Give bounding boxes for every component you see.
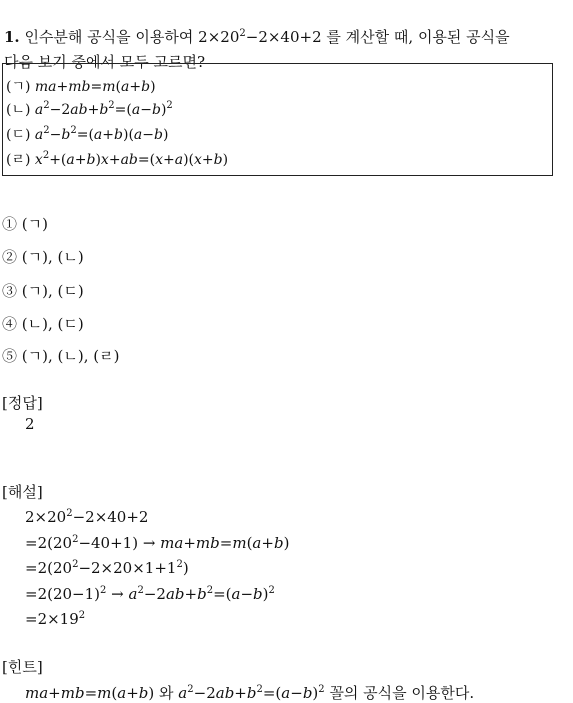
explanation-title: [해설] [2,483,43,501]
hint-suffix: 꼴의 공식을 이용한다. [329,684,475,702]
formula: ma [34,79,57,95]
question-text-2: 를 계산할 때, 이용된 공식을 [326,28,510,46]
box-item-label: (ㄷ) [6,127,31,143]
question-text-1: 인수분해 공식을 이용하여 [24,28,194,46]
option-2[interactable] [2,246,84,267]
hint-text: ma+mb=m(a+b) 와 $a^2-2ab+b^2=(a-b)^2$ 꼴의 공식을 이용한다. [25,684,475,702]
option-number: ② [2,248,18,266]
option-text: (ㄴ), (ㄷ) [21,315,84,333]
option-number: ① [2,215,18,233]
explanation-step-1: $2\times 20^2-2\times 40+2$ [25,508,149,526]
box-item-3: (ㄷ) $a^2-b^2=(a+b)(a-b)$ [6,125,169,143]
option-number: ④ [2,315,18,333]
option-5[interactable] [2,345,119,366]
option-number: ③ [2,282,18,300]
explanation-step-2: $=2(20^2-40+1) \to ma+mb=m(a+b)$ [25,534,290,552]
explanation-step-4: $=2(20-1)^2 \to a^2-2ab+b^2=(a-b)^2$ [25,585,275,603]
answer-title: [정답] [2,394,43,412]
question-expression: $2\times 20^2-2\times 40+2$ [198,28,322,46]
option-text: (ㄱ), (ㄷ) [21,282,84,300]
box-item-label: (ㄱ) [6,79,31,95]
option-text: (ㄱ) [21,215,48,233]
option-4[interactable] [2,313,84,334]
hint-title: [힌트] [2,658,43,676]
answer-value: 2 [25,415,35,433]
explanation-step-5: $=2\times 19^2$ [25,610,86,628]
question-line-2: 다음 보기 중에서 모두 고르면? [4,53,205,71]
box-item-1: (ㄱ) ma+mb=m(a+b) [6,79,156,95]
box-item-2: (ㄴ) $a^2-2ab+b^2=(a-b)^2$ [6,100,173,118]
box-item-label: (ㄹ) [6,152,31,168]
option-1[interactable] [2,213,48,234]
box-item-label: (ㄴ) [6,102,31,118]
explanation-step-3: $=2(20^2-2\times 20\times 1+1^2)$ [25,559,189,577]
hint-connector: 와 [159,684,174,702]
option-text: (ㄱ), (ㄴ) [21,248,84,266]
question-number: 1. [4,28,20,46]
option-text: (ㄱ), (ㄴ), (ㄹ) [21,347,120,365]
question-line-1 [4,26,510,47]
box-item-4: (ㄹ) $x^2+(a+b)x+ab=(x+a)(x+b)$ [6,150,229,168]
option-number: ⑤ [2,347,18,365]
option-3[interactable] [2,280,84,301]
